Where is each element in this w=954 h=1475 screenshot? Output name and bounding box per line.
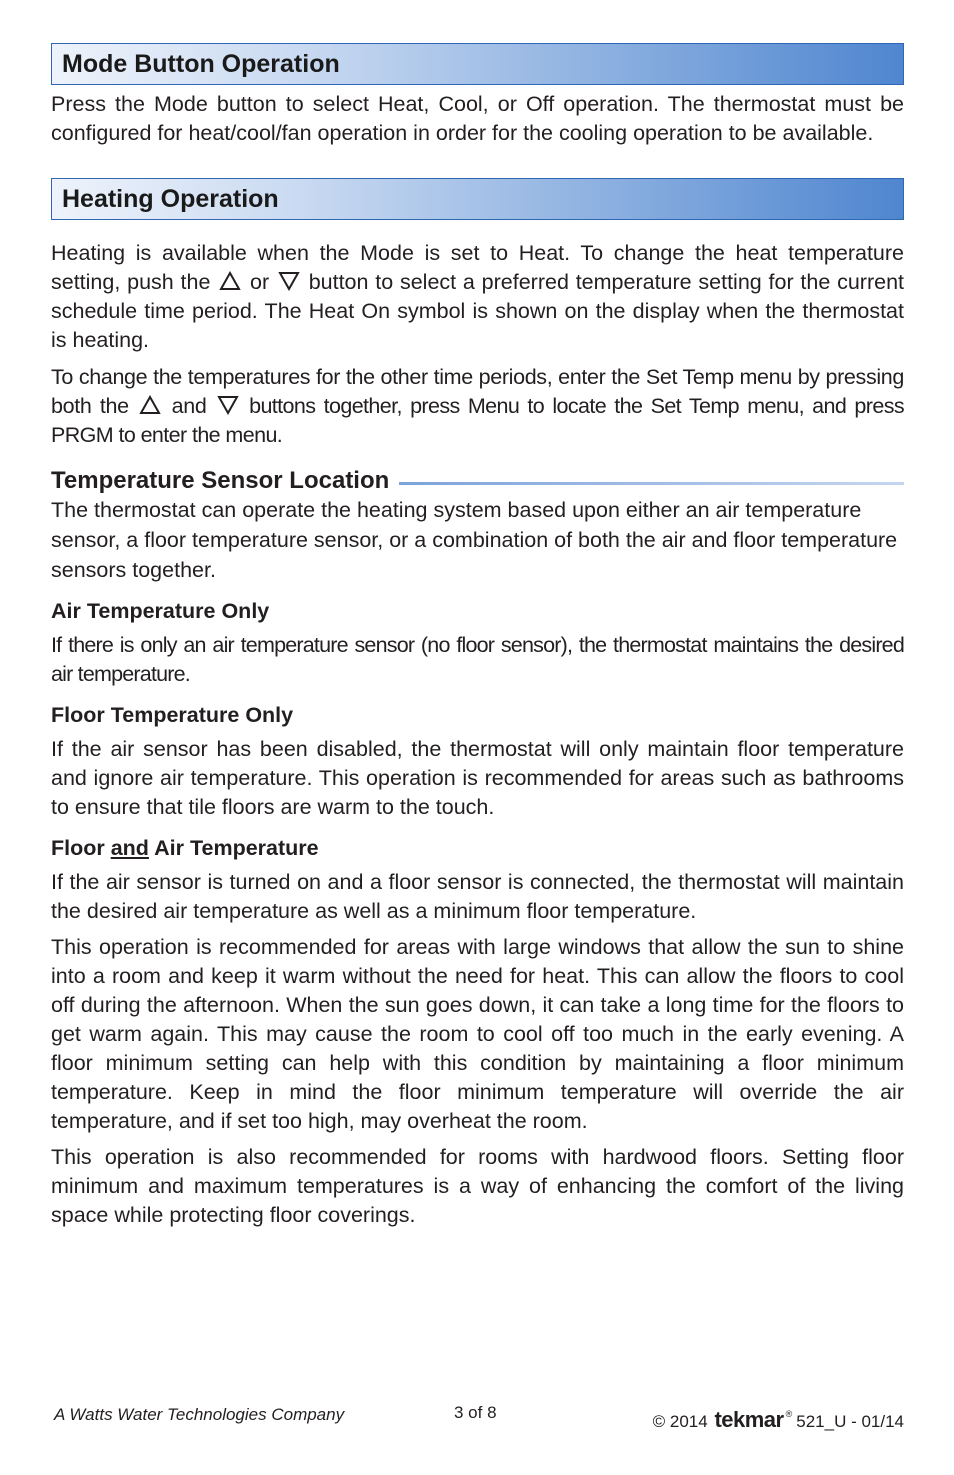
registered-mark: ®: [785, 1409, 793, 1419]
down-arrow-icon: [217, 395, 239, 415]
mode-section-title: Mode Button Operation: [62, 49, 340, 78]
footer-copyright: © 2014: [652, 1412, 708, 1431]
floor-only-heading: Floor Temperature Only: [51, 703, 294, 727]
heating-p1-text-b: button to select a preferred temperature setting for the current schedule time period. The Heat On symbol is shown on the display when the thermostat is heating.: [51, 270, 905, 352]
heating-section-title: Heating Operation: [62, 184, 279, 213]
brand-logo: tekmar: [714, 1407, 784, 1432]
footer-page-number: 3 of 8: [454, 1403, 497, 1422]
footer-right: [653, 1407, 904, 1433]
heating-paragraph-2: [51, 363, 904, 450]
up-arrow-icon: [139, 395, 161, 415]
document-page: [51, 43, 904, 1230]
heating-p2-text-a: To change the temperatures for the other time periods, enter the Set Temp menu by pressing both the: [51, 365, 904, 418]
heating-p1-text-or: or: [243, 270, 276, 294]
floor-and-air-heading-underlined: and: [110, 836, 149, 860]
heating-section-header: [51, 178, 904, 220]
floor-and-air-paragraph-2: This operation is recommended for areas with large windows that allow the sun to shine into a room and keep it warm without the need for heat. This can allow the floors to cool off during the afternoon. When the sun goes down, it can take a long time for the floors to get warm again. This may cause the room to cool off too much in the early evening. A floor minimum setting can help with this condition by maintaining a floor minimum temperature. Keep in mind the floor minimum temperature will override the air temperature, and if set too high, may overheat the room.: [51, 935, 904, 1133]
sensor-section-body: The thermostat can operate the heating system based upon either an air temperature sensor, a floor temperature sensor, or a combination of both the air and floor temperature sensors together.: [51, 498, 898, 582]
air-only-heading: Air Temperature Only: [51, 599, 270, 623]
section-divider: [399, 482, 904, 485]
sensor-section-title: Temperature Sensor Location: [51, 467, 390, 494]
floor-and-air-heading: [51, 833, 904, 863]
footer-company: A Watts Water Technologies Company: [54, 1405, 345, 1424]
sensor-section-header: [51, 467, 904, 495]
footer-doc-code: 521_U - 01/14: [796, 1412, 904, 1431]
mode-section-header: [51, 43, 904, 85]
floor-only-body: If the air sensor has been disabled, the thermostat will only maintain floor temperature and ignore air temperature. This operation is recommended for areas such as bathrooms to ensure that tile floors are warm to the touch.: [51, 737, 904, 819]
floor-and-air-paragraph-3: This operation is also recommended for rooms with hardwood floors. Setting floor minimum and maximum temperatures is a way of enhancing the comfort of the living space while protecting floor coverings.: [51, 1145, 904, 1227]
heating-p2-text-b: buttons together, press Menu to locate the Set Temp menu, and press PRGM to enter the menu.: [51, 394, 905, 447]
floor-and-air-heading-a: Floor: [51, 836, 111, 860]
mode-section-body: Press the Mode button to select Heat, Cool, or Off operation. The thermostat must be configured for heat/cool/fan operation in order for the cooling operation to be available.: [51, 92, 904, 145]
page-footer: [54, 1402, 904, 1432]
heating-paragraph-1: [51, 239, 904, 355]
floor-and-air-heading-b: Air Temperature: [148, 836, 319, 860]
heating-p2-text-and: and: [163, 394, 215, 418]
floor-and-air-paragraph-1: If the air sensor is turned on and a floor sensor is connected, the thermostat will maintain the desired air temperature as well as a minimum floor temperature.: [51, 870, 904, 923]
air-only-body: If there is only an air temperature sensor (no floor sensor), the thermostat maintains the desired air temperature.: [51, 633, 904, 686]
up-arrow-icon: [219, 271, 241, 291]
heating-p1-text-a: Heating is available when the Mode is set to Heat. To change the heat temperature setting, push the: [51, 241, 904, 294]
down-arrow-icon: [278, 271, 300, 291]
